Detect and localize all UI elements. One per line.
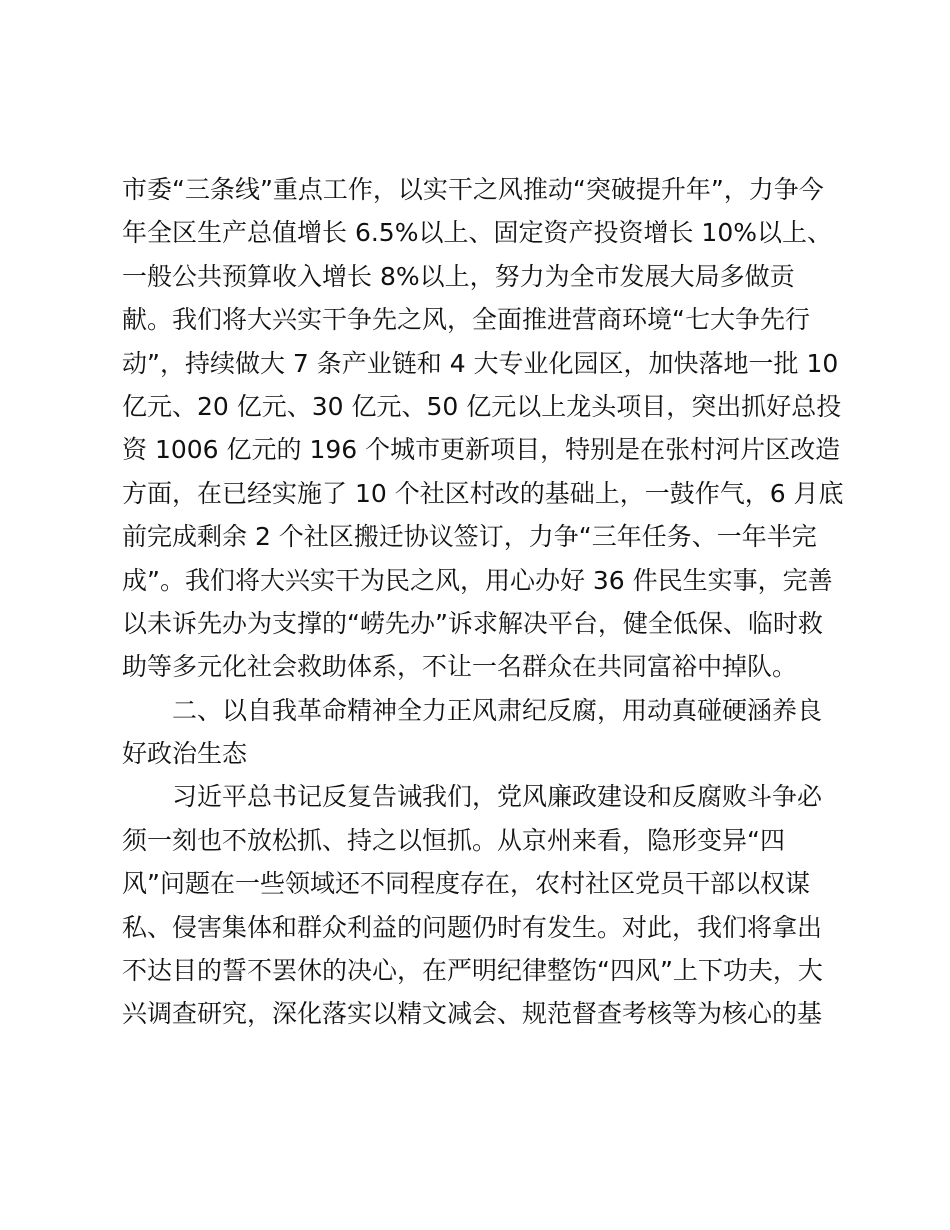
- text-line: 年全区生产总值增长 6.5%以上、固定资产投资增长 10%以上、: [122, 218, 832, 248]
- text-line: 一般公共预算收入增长 8%以上，努力为全市发展大局多做贡: [122, 261, 795, 291]
- body-text: [122, 168, 842, 1036]
- text-line: 献。我们将大兴实干争先之风，全面推进营商环境“七大争先行: [122, 305, 810, 335]
- text-line: 习近平总书记反复告诫我们，党风廉政建设和反腐败斗争必: [172, 782, 823, 812]
- text-line: 前完成剩余 2 个社区搬迁协议签订，力争“三年任务、一年半完: [122, 522, 817, 552]
- text-line: 私、侵害集体和群众利益的问题仍时有发生。对此，我们将拿出: [122, 912, 823, 942]
- text-line: 须一刻也不放松抓、持之以恒抓。从京州来看，隐形变异“四: [122, 825, 785, 855]
- text-line: 风”问题在一些领域还不同程度存在，农村社区党员干部以权谋: [122, 869, 810, 899]
- text-line: 不达目的誓不罢休的决心，在严明纪律整饬“四风”上下功夫，大: [122, 956, 823, 986]
- text-line: 成”。我们将大兴实干为民之风，用心办好 36 件民生实事，完善: [122, 565, 833, 595]
- text-line: 兴调查研究，深化落实以精文减会、规范督查考核等为核心的基: [122, 999, 823, 1029]
- text-line: 动”，持续做大 7 条产业链和 4 大专业化园区，加快落地一批 10: [122, 348, 839, 378]
- section-heading-continued: 好政治生态: [122, 739, 248, 769]
- text-line: 资 1006 亿元的 196 个城市更新项目，特别是在张村河片区改造: [122, 435, 841, 465]
- text-line: 市委“三条线”重点工作，以实干之风推动“突破提升年”，力争今: [122, 175, 824, 204]
- text-line: 以未诉先办为支撑的“崂先办”诉求解决平台，健全低保、临时救: [122, 608, 823, 638]
- text-line: 方面，在已经实施了 10 个社区村改的基础上，一鼓作气，6 月底: [122, 478, 844, 508]
- section-heading: 二、以自我革命精神全力正风肃纪反腐，用动真碰硬涵养良: [172, 695, 823, 725]
- text-line: 助等多元化社会救助体系，不让一名群众在共同富裕中掉队。: [122, 652, 798, 682]
- text-line: 亿元、20 亿元、30 亿元、50 亿元以上龙头项目，突出抓好总投: [122, 391, 842, 421]
